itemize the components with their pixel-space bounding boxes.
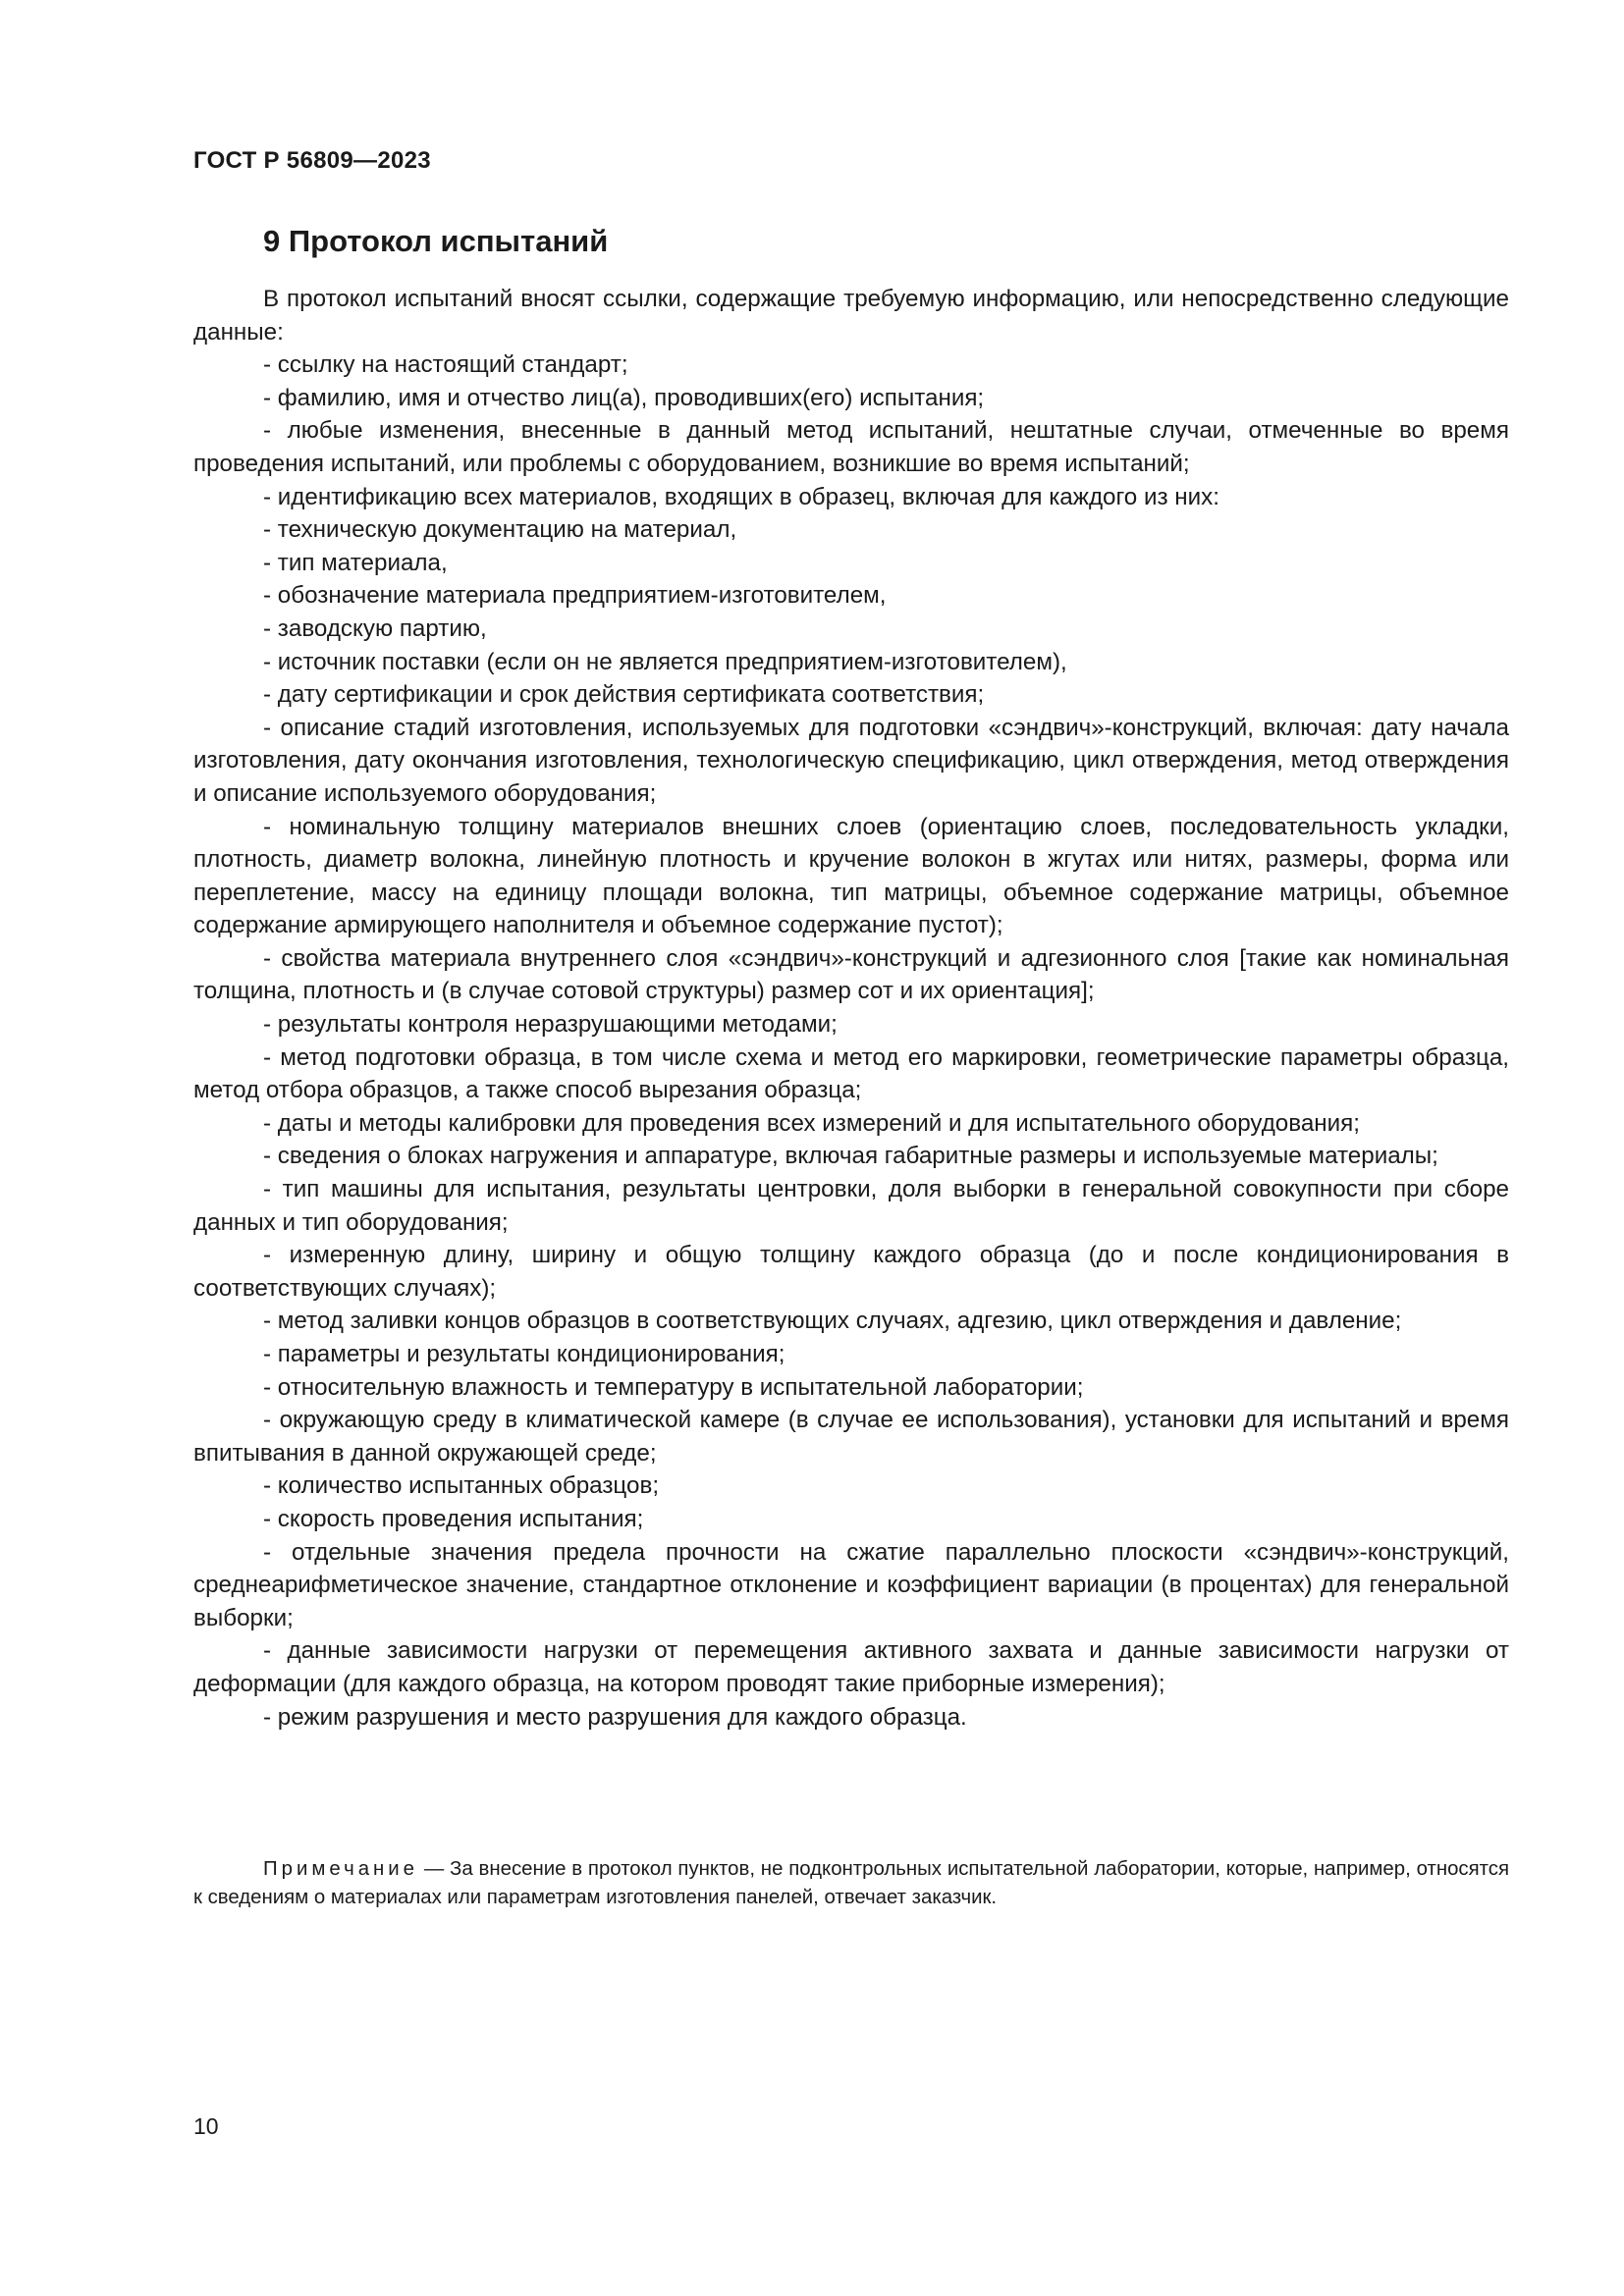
list-item: - номинальную толщину материалов внешних слоев (ориентацию слоев, последовательность укладки, плотность, диаметр волокна, линейную плотность и кручение волокон в жгутах или нитях, размеры, форма или переплетение, массу на единицу площади волокна, тип матрицы, объемное содержание матрицы, объемное содержание армирующего наполнителя и объемное содержание пустот); [193, 813, 1509, 939]
list-item: - данные зависимости нагрузки от перемещения активного захвата и данные зависимости нагрузки от деформации (для каждого образца, на котором проводят такие приборные измерения); [193, 1637, 1509, 1697]
list-item: - измеренную длину, ширину и общую толщину каждого образца (до и после кондиционирования в соответствующих случаях); [193, 1242, 1509, 1302]
list-item: - идентификацию всех материалов, входящих в образец, включая для каждого из них: [263, 483, 1219, 510]
list-item: - результаты контроля неразрушающими методами; [263, 1011, 838, 1039]
list-item: - даты и методы калибровки для проведения всех измерений и для испытательного оборудования; [263, 1109, 1360, 1137]
list-item: - фамилию, имя и отчество лиц(а), проводивших(его) испытания; [263, 384, 985, 411]
list-item: - техническую документацию на материал, [263, 516, 737, 544]
list-item: - окружающую среду в климатической камере (в случае ее использования), установки для испытаний и время впитывания в данной окружающей среде; [193, 1407, 1509, 1467]
note-paragraph [193, 1855, 1509, 1912]
list-item: - параметры и результаты кондиционирования; [263, 1341, 785, 1367]
list-item: - сведения о блоках нагружения и аппаратуре, включая габаритные размеры и используемые материалы; [263, 1143, 1438, 1170]
list-item: - описание стадий изготовления, используемых для подготовки «сэндвич»-конструкций, включая: дату начала изготовления, дату окончания изготовления, технологическую спецификацию, цикл отверждения, метод отверждения и описание используемого оборудования; [193, 714, 1509, 807]
list-item: - обозначение материала предприятием-изготовителем, [263, 582, 887, 610]
note-text: — За внесение в протокол пунктов, не подконтрольных испытательной лаборатории, которые, например, относятся к сведениям о материалах или параметрам изготовления панелей, отвечает заказчик. [193, 1858, 1509, 1908]
list-item: - метод подготовки образца, в том числе схема и метод его маркировки, геометрические параметры образца, метод отбора образцов, а также способ вырезания образца; [193, 1043, 1509, 1104]
list-item: - свойства материала внутреннего слоя «сэндвич»-конструкций и адгезионного слоя [такие как номинальная толщина, плотность и (в случае сотовой структуры) размер сот и их ориентация]; [193, 944, 1509, 1005]
section-body [193, 283, 1509, 1734]
note-block [193, 1855, 1509, 1912]
list-item: - метод заливки концов образцов в соответствующих случаях, адгезию, цикл отверждения и давление; [263, 1308, 1402, 1335]
intro-paragraph: В протокол испытаний вносят ссылки, содержащие требуемую информацию, или непосредственно следующие данные: [193, 286, 1509, 346]
list-item: - скорость проведения испытания; [263, 1505, 644, 1532]
note-label: Примечание [263, 1858, 419, 1880]
list-item: - любые изменения, внесенные в данный метод испытаний, нештатные случаи, отмеченные во время проведения испытаний, или проблемы с оборудованием, возникшие во время испытаний; [193, 417, 1509, 477]
list-item: - тип материала, [263, 549, 448, 576]
list-item: - отдельные значения предела прочности на сжатие параллельно плоскости «сэндвич»-конструкций, среднеарифметическое значение, стандартное отклонение и коэффициент вариации (в процентах) для генеральной выборки; [193, 1538, 1509, 1631]
list-item: - количество испытанных образцов; [263, 1472, 660, 1500]
list-item: - режим разрушения и место разрушения для каждого образца. [263, 1703, 967, 1731]
list-item: - источник поставки (если он не является предприятием-изготовителем), [263, 648, 1067, 675]
document-code-header: ГОСТ Р 56809—2023 [193, 147, 431, 174]
list-item: - тип машины для испытания, результаты центровки, доля выборки в генеральной совокупности при сборе данных и тип оборудования; [193, 1176, 1509, 1236]
list-item: - ссылку на настоящий стандарт; [263, 351, 628, 379]
list-item: - относительную влажность и температуру в испытательной лаборатории; [263, 1373, 1084, 1401]
page-number: 10 [193, 2113, 219, 2139]
list-item: - заводскую партию, [263, 614, 487, 642]
list-item: - дату сертификации и срок действия сертификата соответствия; [263, 681, 985, 709]
section-title: 9 Протокол испытаний [263, 224, 609, 258]
